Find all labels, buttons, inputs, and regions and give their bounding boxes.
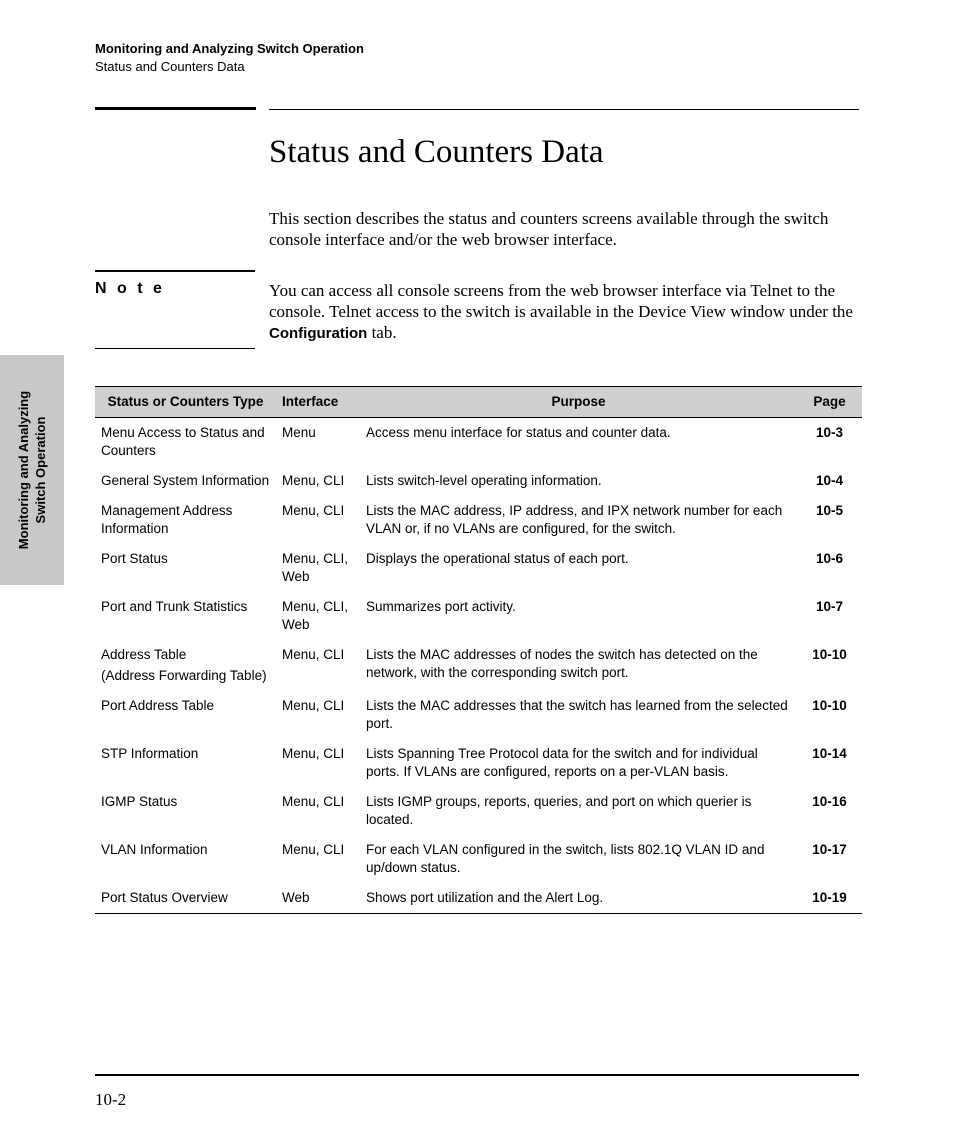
section-title: Status and Counters Data	[269, 134, 604, 170]
cell-page: 10-6	[815, 551, 844, 566]
cell-type: VLAN Information	[101, 842, 208, 857]
cell-purpose: For each VLAN configured in the switch, lists 802.1Q VLAN ID and up/down status.	[366, 842, 765, 875]
cell-page: 10-10	[812, 698, 847, 713]
header-purpose: Purpose	[360, 387, 797, 418]
cell-interface: Menu, CLI	[282, 473, 345, 488]
side-tab-line1: Monitoring and Analyzing	[16, 390, 31, 550]
table-row	[95, 835, 862, 883]
left-thick-rule	[95, 107, 256, 110]
cell-purpose: Lists IGMP groups, reports, queries, and port on which querier is located.	[366, 794, 752, 827]
cell-page: 10-16	[812, 794, 847, 809]
cell-interface: Web	[276, 883, 360, 914]
cell-purpose: Lists the MAC addresses of nodes the switch has detected on the network, with the corresponding switch port.	[366, 647, 758, 680]
cell-page: 10-14	[812, 746, 847, 761]
note-label: N o t e	[95, 280, 165, 297]
header-page: Page	[797, 387, 862, 418]
cell-type: Port Status Overview	[95, 883, 276, 914]
status-counters-table	[95, 386, 862, 914]
note-text-before: You can access all console screens from the web browser interface via Telnet to the console. Telnet access to the switch is available in the Device View window under the	[269, 281, 853, 321]
cell-type: Port Address Table	[101, 698, 215, 713]
cell-type: General System Information	[101, 473, 270, 488]
cell-type: Management Address Information	[101, 503, 233, 536]
cell-purpose: Displays the operational status of each port.	[366, 551, 629, 566]
cell-type: Port and Trunk Statistics	[101, 599, 248, 614]
cell-type	[95, 640, 276, 691]
cell-page: 10-7	[815, 599, 844, 614]
cell-interface: Menu	[282, 425, 316, 440]
cell-purpose: Access menu interface for status and counter data.	[366, 425, 671, 440]
table-row	[95, 787, 862, 835]
header-interface: Interface	[276, 387, 360, 418]
table-header-row	[95, 387, 862, 418]
cell-purpose: Lists the MAC address, IP address, and IPX network number for each VLAN or, if no VLANs are configured, for the switch.	[366, 503, 783, 536]
header-type: Status or Counters Type	[95, 387, 276, 418]
table-row	[95, 883, 862, 914]
cell-purpose: Summarizes port activity.	[366, 599, 516, 614]
cell-interface: Menu, CLI, Web	[282, 599, 349, 632]
cell-type: IGMP Status	[101, 794, 178, 809]
table-row	[95, 739, 862, 787]
cell-page: 10-17	[812, 842, 847, 857]
right-thin-rule	[269, 109, 859, 110]
table-row	[95, 640, 862, 691]
cell-type: Port Status	[101, 551, 168, 566]
cell-interface: Menu, CLI	[282, 503, 345, 518]
cell-type: Menu Access to Status and Counters	[101, 425, 265, 458]
note-bottom-rule	[95, 348, 255, 349]
cell-page: 10-3	[815, 425, 844, 440]
footer-page-number: 10-2	[95, 1090, 127, 1109]
cell-interface: Menu, CLI	[282, 794, 345, 809]
cell-purpose: Shows port utilization and the Alert Log.	[360, 883, 797, 914]
cell-type-extra: (Address Forwarding Table)	[101, 668, 267, 683]
cell-purpose: Lists switch-level operating information.	[366, 473, 602, 488]
note-text	[269, 280, 861, 344]
note-top-rule	[95, 270, 255, 272]
cell-interface: Menu, CLI	[282, 842, 345, 857]
cell-page: 10-4	[815, 473, 844, 488]
cell-type: STP Information	[101, 746, 199, 761]
table-row	[95, 466, 862, 496]
cell-interface: Menu, CLI, Web	[282, 551, 349, 584]
table-row	[95, 418, 862, 467]
table-row	[95, 496, 862, 544]
note-text-after: tab.	[367, 323, 397, 342]
cell-interface: Menu, CLI	[282, 698, 345, 713]
cell-page: 10-19	[797, 883, 862, 914]
intro-paragraph: This section describes the status and counters screens available through the switch console interface and/or the web browser interface.	[269, 209, 829, 249]
running-header-chapter: Monitoring and Analyzing Switch Operation	[95, 41, 364, 56]
side-tab-line2: Switch Operation	[33, 416, 48, 524]
note-text-bold: Configuration	[269, 325, 368, 342]
side-chapter-tab	[0, 355, 64, 585]
cell-page: 10-10	[812, 647, 847, 662]
footer-rule	[95, 1074, 859, 1076]
cell-purpose: Lists the MAC addresses that the switch has learned from the selected port.	[366, 698, 788, 731]
cell-purpose: Lists Spanning Tree Protocol data for the switch and for individual ports. If VLANs are configured, reports on a per-VLAN basis.	[366, 746, 758, 779]
cell-interface: Menu, CLI	[282, 647, 345, 662]
side-chapter-tab-text	[15, 391, 49, 549]
cell-page: 10-5	[815, 503, 844, 518]
table-row	[95, 544, 862, 592]
cell-type-main: Address Table	[101, 647, 187, 662]
table-row	[95, 592, 862, 640]
table-row	[95, 691, 862, 739]
cell-interface: Menu, CLI	[282, 746, 345, 761]
running-header-section: Status and Counters Data	[95, 59, 245, 74]
